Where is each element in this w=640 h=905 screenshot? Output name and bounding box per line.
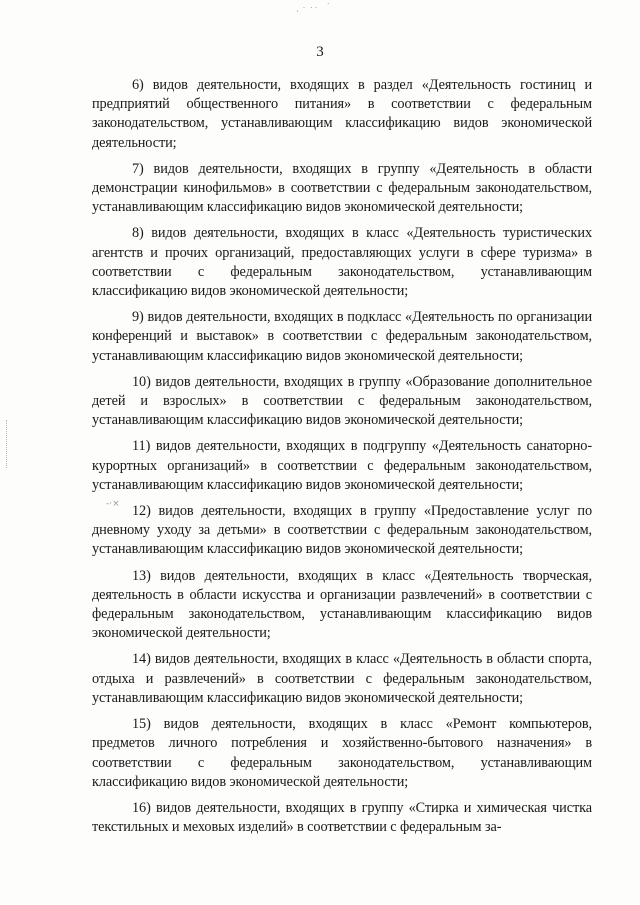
scan-margin-mark (6, 420, 13, 468)
list-item: 13) видов деятельности, входящих в класс «Деятельность творческая, деятельность в области искусства и организации развлечений» в соответствии с федеральным законодательством, устанавливающим классификацию видов экономической деятельности; (92, 567, 592, 642)
list-item: 10) видов деятельности, входящих в группу «Образование дополнительное детей и взрослых» в соответствии с федеральным законодательством, устанавливающим классификацию видов экономической деятельности; (92, 373, 592, 429)
list-item: 9) видов деятельности, входящих в подкласс «Деятельность по организации конференций и выставок» в соответствии с федеральным законодательством, устанавливающим классификацию видов экономической деятельности; (92, 309, 592, 364)
list-item: 12) видов деятельности, входящих в группу «Предоставление услуг по дневному уходу за детьми» в соответствии с федеральным законодательством, устанавливающим классификацию видов экономической деятельности; (92, 503, 592, 558)
list-item: 6) видов деятельности, входящих в раздел «Деятельность гостиниц и предприятий общественного питания» в соответствии с федеральным законодательством, устанавливающим классификацию видов экономической деятельности; (92, 77, 592, 151)
page-number: 3 (316, 44, 324, 60)
list-item: 11) видов деятельности, входящих в подгруппу «Деятельность санаторно-курортных организаций» в соответствии с федеральным законодательством, устанавливающим классификацию видов экономической деятельности; (92, 438, 592, 493)
scan-speck: · ˙ ˙˙ (296, 7, 319, 17)
list-item: 14) видов деятельности, входящих в класс «Деятельность в области спорта, отдыха и развлечений» в соответствии с федеральным законодательством, устанавливающим классификацию видов экономической деятельности; (92, 651, 592, 706)
list-item: 16) видов деятельности, входящих в группу «Стирка и химическая чистка текстильных и меховых изделий» в соответствии с федеральным за- (92, 799, 592, 836)
list-item: 8) видов деятельности, входящих в класс «Деятельность туристических агентств и прочих организаций, предоставляющих услуги в сфере туризма» в соответствии с федеральным законодательством, устанавливающим классификацию видов экономической деятельности; (92, 225, 592, 300)
scan-speck: -·× (106, 499, 120, 509)
scan-speck: ˙ (326, 3, 331, 13)
list-item: 7) видов деятельности, входящих в группу «Деятельность в области демонстрации кинофильмов» в соответствии с федеральным законодательством, устанавливающим классификацию видов экономической деятельности; (92, 160, 592, 216)
document-body (92, 76, 592, 844)
list-item: 15) видов деятельности, входящих в класс «Ремонт компьютеров, предметов личного потребления и хозяйственно-бытового назначения» в соответствии с федеральным законодательством, устанавливающим классификацию видов экономической деятельности; (92, 716, 592, 790)
